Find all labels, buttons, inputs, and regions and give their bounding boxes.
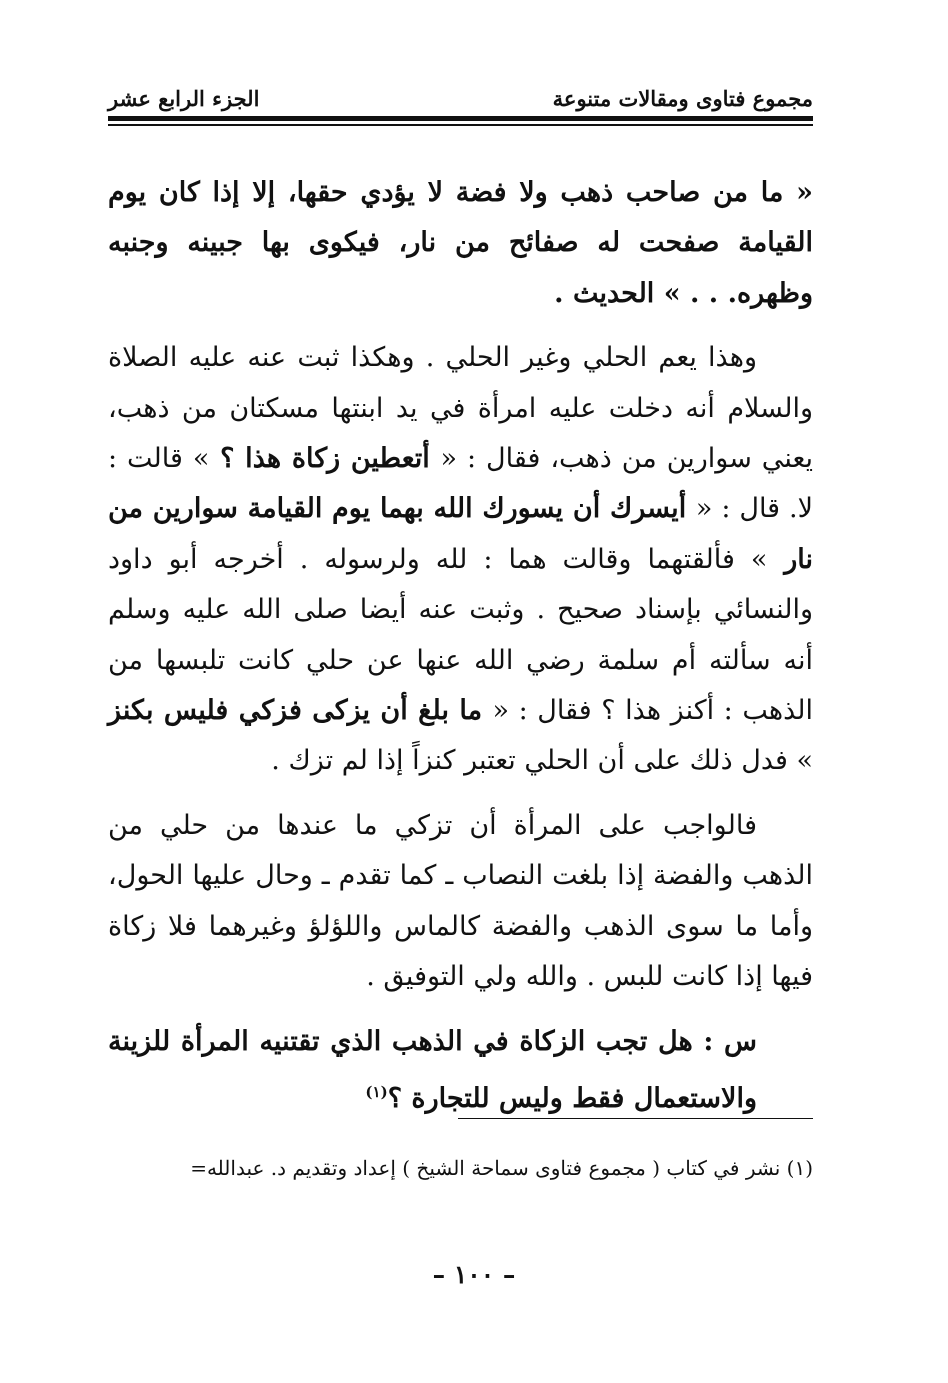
- p2-quote-3: ما بلغ أن يزكى فزكي فليس بكنز: [108, 695, 493, 727]
- paragraph-conclusion: فالواجب على المرأة أن تزكي ما عندها من حلي من الذهب والفضة إذا بلغت النصاب ـ كما تقدم ـ وحال عليها الحول، وأما ما سوى الذهب والفضة كالماس واللؤلؤ وغيرهما فلا زكاة فيها إذا كانت للبس . والله ولي التوفيق .: [108, 809, 813, 993]
- book-title: مجموع فتاوى ومقالات متنوعة: [552, 86, 813, 111]
- p2-quote-2: أيسرك أن يسورك الله بهما يوم القيامة سوارين من نار: [108, 493, 813, 575]
- p2-quote-1: أتعطين زكاة هذا ؟: [209, 443, 441, 475]
- question-text: س : هل تجب الزكاة في الذهب الذي تقتنيه المرأة للزينة والاستعمال فقط وليس للتجارة ؟: [108, 1025, 757, 1114]
- footnote-rule: [458, 1118, 813, 1119]
- page-number: – ١٠٠ –: [432, 1260, 516, 1289]
- p2-text-3: » فألقتهما وقالت هما : لله ولرسوله . أخرجه أبو داود والنسائي بإسناد صحيح . وثبت عنه أيضا صلى الله عليه وسلم أنه سألته أم سلمة رضي الله عنها عن حلي كانت تلبسها من الذهب : أكنز هذا ؟ فقال : «: [108, 543, 813, 727]
- question-paragraph: [108, 1017, 813, 1125]
- running-header: [108, 86, 813, 116]
- p2-text-4: » فدل ذلك على أن الحلي تعتبر كنزاً إذا لم تزك .: [271, 745, 813, 777]
- header-rule-thin: [108, 124, 813, 126]
- hadith-paragraph: « ما من صاحب ذهب ولا فضة لا يؤدي حقها، إلا إذا كان يوم القيامة صفحت له صفائح من نار، فيكوى بها جبينه وجنبه وظهره. . . » الحديث .: [108, 177, 813, 309]
- p2-text-1: وهذا يعم الحلي وغير الحلي . وهكذا ثبت عنه عليه الصلاة والسلام أنه دخلت عليه امرأة في يد ابنتها مسكتان من ذهب، يعني سوارين من ذهب، فقال : «: [108, 342, 814, 475]
- footnote-marker: (١): [365, 1082, 388, 1101]
- p2-text-2: » قالت : لا. قال : «: [108, 443, 813, 525]
- volume-label: الجزء الرابع عشر: [108, 86, 260, 111]
- footnote: (١) نشر في كتاب ( مجموع فتاوى سماحة الشيخ ) إعداد وتقديم د. عبدالله=: [190, 1156, 813, 1180]
- header-rule-thick: [108, 116, 813, 121]
- body-text: [108, 168, 813, 1124]
- paragraph-hilli: [108, 333, 813, 787]
